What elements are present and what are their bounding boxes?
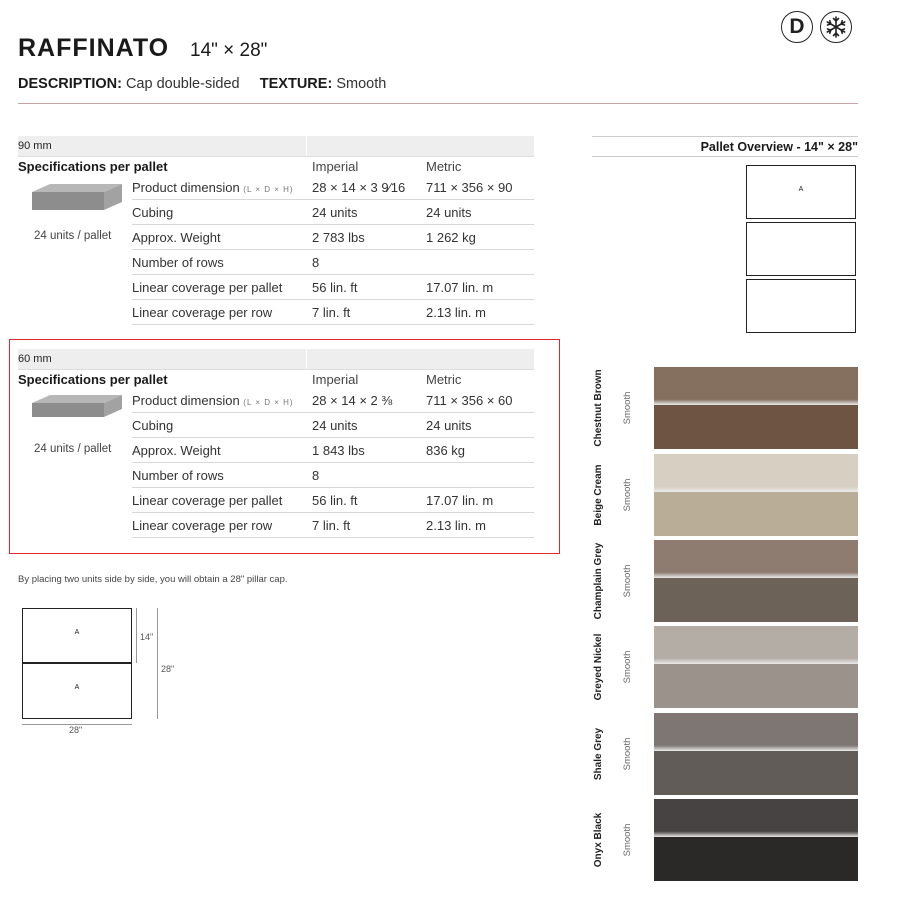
- color-swatch: [654, 540, 858, 622]
- row-name: Cubing: [132, 418, 174, 433]
- row-sub: (L × D × H): [243, 185, 294, 194]
- row-name: Approx. Weight: [132, 443, 221, 458]
- pillar-cap-note: By placing two units side by side, you will obtain a 28" pillar cap.: [18, 574, 288, 585]
- color-swatch: [654, 713, 858, 795]
- row-name: Number of rows: [132, 255, 224, 270]
- row-metric: 24 units: [426, 205, 472, 220]
- swatch-top-face: [654, 799, 858, 837]
- row-imperial: 24 units: [312, 205, 358, 220]
- pallet-overview-title: Pallet Overview - 14" × 28": [700, 140, 858, 154]
- swatch-side-face: [654, 578, 858, 622]
- row-name: Product dimension: [132, 393, 240, 408]
- row-name: Number of rows: [132, 468, 224, 483]
- table-row: [18, 250, 534, 275]
- color-swatch: [654, 626, 858, 708]
- row-imperial: 24 units: [312, 418, 358, 433]
- texture-label: TEXTURE:: [259, 76, 333, 92]
- row-imperial: 28 × 14 × 2 ⅜: [312, 393, 393, 408]
- pallet-layer: [746, 279, 856, 333]
- col-metric: Metric: [426, 372, 462, 387]
- row-sub: (L × D × H): [243, 398, 294, 407]
- units-per-pallet: 24 units / pallet: [34, 443, 112, 455]
- swatch-top-face: [654, 454, 858, 492]
- swatch-side-face: [654, 492, 858, 536]
- color-swatch: [654, 367, 858, 449]
- swatch-top-face: [654, 626, 858, 664]
- row-imperial: 56 lin. ft: [312, 280, 358, 295]
- row-imperial: 2 783 lbs: [312, 230, 365, 245]
- product-title: RAFFINATO: [18, 34, 170, 62]
- row-name: Linear coverage per row: [132, 518, 273, 533]
- col-metric: Metric: [426, 159, 462, 174]
- swatch-side-face: [654, 405, 858, 449]
- spec-header-row: [18, 156, 534, 175]
- color-texture: Smooth: [622, 478, 633, 512]
- row-name: Linear coverage per pallet: [132, 280, 283, 295]
- swatch-top-face: [654, 540, 858, 578]
- pillar-unit-top: [22, 608, 132, 663]
- pallet-layer: [746, 165, 856, 219]
- swatch-side-face: [654, 751, 858, 795]
- color-name: Shale Grey: [593, 727, 604, 781]
- col-imperial: Imperial: [312, 159, 359, 174]
- row-name: Product dimension: [132, 180, 240, 195]
- thickness-label: 90 mm: [18, 140, 52, 152]
- row-imperial: 28 × 14 × 3 9⁄16: [312, 180, 406, 195]
- row-metric: 836 kg: [426, 443, 466, 458]
- paver-slab-image: [32, 180, 124, 214]
- swatch-top-face: [654, 367, 858, 405]
- row-imperial: 8: [312, 468, 320, 483]
- row-name: Cubing: [132, 205, 174, 220]
- color-texture: Smooth: [622, 650, 633, 684]
- row-metric: 17.07 lin. m: [426, 280, 494, 295]
- color-name: Onyx Black: [593, 812, 604, 868]
- d-badge-icon: [781, 11, 813, 43]
- pallet-layer-label: A: [798, 186, 804, 193]
- pallet-overview-top-rule: [592, 136, 858, 137]
- row-metric: 711 × 356 × 90: [426, 180, 513, 195]
- pallet-layer: [746, 222, 856, 276]
- product-size: 14" × 28": [190, 40, 268, 61]
- swatch-top-face: [654, 713, 858, 751]
- highlight-box: [9, 339, 560, 554]
- spec-heading: Specifications per pallet: [18, 159, 168, 174]
- header-divider: [18, 103, 858, 104]
- row-metric: 2.13 lin. m: [426, 518, 486, 533]
- color-swatch: [654, 799, 858, 881]
- row-name: Linear coverage per pallet: [132, 493, 283, 508]
- row-metric: 2.13 lin. m: [426, 305, 486, 320]
- snowflake-icon: [820, 11, 852, 43]
- color-texture: Smooth: [622, 391, 633, 425]
- table-row: [18, 275, 534, 300]
- dim-line-28-side: [157, 608, 158, 719]
- description-label: DESCRIPTION:: [18, 76, 122, 92]
- spec-table-90mm: [18, 136, 534, 325]
- table-row: [18, 300, 534, 325]
- pillar-unit-bottom: [22, 663, 132, 719]
- dim-label-28-side: 28": [161, 664, 175, 674]
- row-imperial: 56 lin. ft: [312, 493, 358, 508]
- description-value: Cap double-sided: [125, 76, 240, 92]
- swatch-side-face: [654, 664, 858, 708]
- col-imperial: Imperial: [312, 372, 359, 387]
- dim-label-14: 14": [140, 632, 154, 642]
- color-texture: Smooth: [622, 823, 633, 857]
- row-metric: 711 × 356 × 60: [426, 393, 513, 408]
- row-name: Approx. Weight: [132, 230, 221, 245]
- row-imperial: 7 lin. ft: [312, 305, 351, 320]
- swatch-side-face: [654, 837, 858, 881]
- color-name: Beige Cream: [593, 464, 604, 526]
- description-line: [18, 76, 386, 92]
- row-metric: 24 units: [426, 418, 472, 433]
- thickness-header: [18, 136, 534, 156]
- spec-heading: Specifications per pallet: [18, 372, 168, 387]
- row-imperial: 7 lin. ft: [312, 518, 351, 533]
- color-name: Chestnut Brown: [593, 369, 604, 447]
- dim-line-14: [136, 608, 137, 663]
- row-metric: 1 262 kg: [426, 230, 476, 245]
- badge-letter: D: [789, 15, 805, 38]
- row-imperial: 8: [312, 255, 320, 270]
- texture-value: Smooth: [336, 76, 387, 92]
- unit-label: A: [74, 684, 80, 691]
- dim-label-28-bottom: 28": [69, 725, 83, 735]
- color-swatch: [654, 454, 858, 536]
- pallet-overview-bottom-rule: [592, 156, 858, 157]
- row-metric: 17.07 lin. m: [426, 493, 494, 508]
- units-per-pallet: 24 units / pallet: [34, 230, 112, 242]
- color-name: Champlain Grey: [593, 542, 604, 620]
- color-name: Greyed Nickel: [593, 633, 604, 701]
- row-imperial: 1 843 lbs: [312, 443, 365, 458]
- color-texture: Smooth: [622, 564, 633, 598]
- color-texture: Smooth: [622, 737, 633, 771]
- thickness-label: 60 mm: [18, 353, 52, 365]
- unit-label: A: [74, 629, 80, 636]
- row-name: Linear coverage per row: [132, 305, 273, 320]
